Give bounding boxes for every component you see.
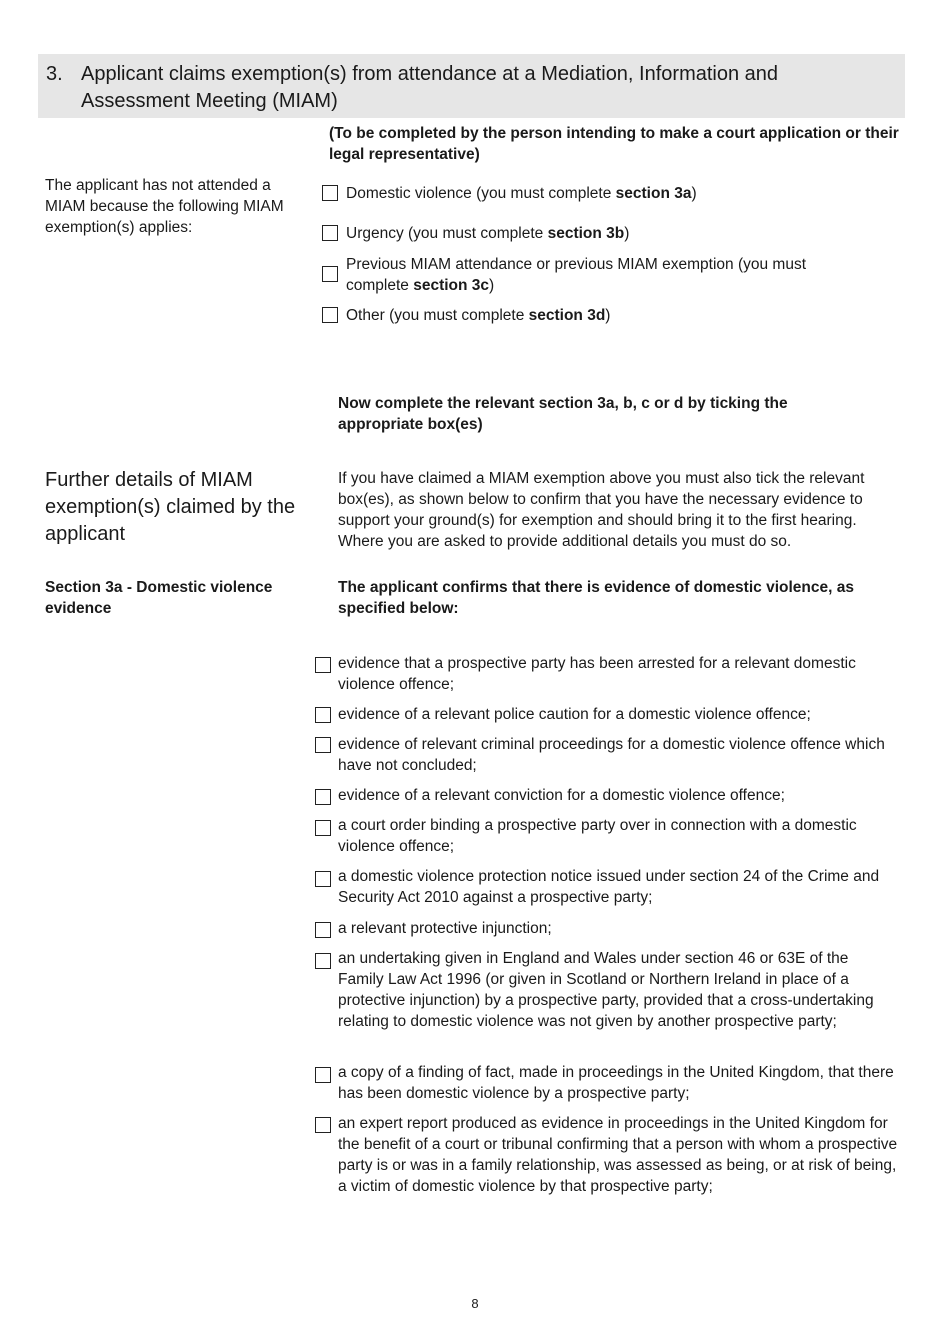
checkbox-evidence[interactable] <box>315 789 331 805</box>
checkbox-evidence[interactable] <box>315 922 331 938</box>
exemption-label: Other (you must complete section 3d) <box>346 307 611 324</box>
evidence-text: evidence that a prospective party has been arrested for a relevant domestic violence offence; <box>338 655 856 693</box>
further-details-text: If you have claimed a MIAM exemption above you must also tick the relevant box(es), as shown below to confirm that you have the necessary evidence to support your ground(s) for exemption and should bring it to the first hearing. Where you are asked to provide additional details you must do so. <box>338 470 865 550</box>
evidence-text: evidence of relevant criminal proceedings for a domestic violence offence which have not concluded; <box>338 736 885 774</box>
evidence-text: a relevant protective injunction; <box>338 920 552 937</box>
checkbox-evidence[interactable] <box>315 707 331 723</box>
checkbox-other[interactable] <box>322 307 338 323</box>
checkbox-evidence[interactable] <box>315 871 331 887</box>
checkbox-previous-miam[interactable] <box>322 266 338 282</box>
checkbox-evidence[interactable] <box>315 1067 331 1083</box>
exemption-label: Urgency (you must complete section 3b) <box>346 225 630 242</box>
miam-not-attended-label: The applicant has not attended a MIAM because the following MIAM exemption(s) applies: <box>45 177 284 236</box>
section-number: 3. <box>46 63 63 85</box>
evidence-text: an expert report produced as evidence in proceedings in the United Kingdom for the benefit of a court or tribunal confirming that a person with whom a prospective party is or was in a family relationship, was assessed as being, or at risk of being, a victim of domestic violence by that prospective party; <box>338 1115 898 1195</box>
checkbox-evidence[interactable] <box>315 737 331 753</box>
page-number: 8 <box>471 1296 479 1311</box>
checkbox-evidence[interactable] <box>315 953 331 969</box>
section-header <box>38 54 905 118</box>
evidence-text: a domestic violence protection notice issued under section 24 of the Crime and Security Act 2010 against a prospective party; <box>338 868 880 906</box>
section-3a-label: Section 3a - Domestic violence evidence <box>45 579 273 617</box>
evidence-text: evidence of a relevant conviction for a domestic violence offence; <box>338 787 785 804</box>
section-3a-confirmation: The applicant confirms that there is evidence of domestic violence, as specified below: <box>338 579 854 617</box>
section-title: Applicant claims exemption(s) from attendance at a Mediation, Information and Assessment Meeting (MIAM) <box>81 63 779 112</box>
checkbox-urgency[interactable] <box>322 225 338 241</box>
exemption-label: Domestic violence (you must complete section 3a) <box>346 185 697 202</box>
completion-note: (To be completed by the person intending to make a court application or their legal representative) <box>329 125 899 163</box>
now-complete-instruction: Now complete the relevant section 3a, b, c or d by ticking the appropriate box(es) <box>338 395 788 433</box>
checkbox-domestic-violence[interactable] <box>322 185 338 201</box>
evidence-text: evidence of a relevant police caution for a domestic violence offence; <box>338 706 811 723</box>
checkbox-evidence[interactable] <box>315 820 331 836</box>
checkbox-evidence[interactable] <box>315 657 331 673</box>
evidence-text: a copy of a finding of fact, made in proceedings in the United Kingdom, that there has been domestic violence by a prospective party; <box>338 1064 894 1102</box>
exemption-label: Previous MIAM attendance or previous MIAM exemption (you must complete section 3c) <box>346 256 807 294</box>
evidence-text: an undertaking given in England and Wales under section 46 or 63E of the Family Law Act 1996 (or given in Scotland or Northern Ireland in place of a protective injunction) by a prospective party, provided that a cross-undertaking relating to domestic violence was not given by another prospective party; <box>338 950 874 1030</box>
evidence-text: a court order binding a prospective party over in connection with a domestic violence offence; <box>338 817 857 855</box>
further-details-heading: Further details of MIAM exemption(s) claimed by the applicant <box>45 469 296 545</box>
checkbox-evidence[interactable] <box>315 1117 331 1133</box>
